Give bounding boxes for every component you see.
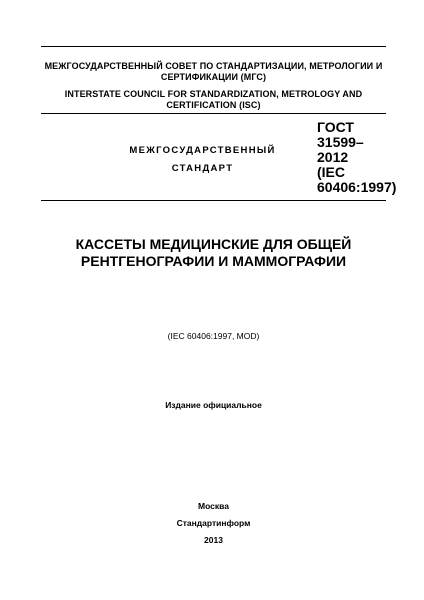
edition-note: Издание официальное	[165, 400, 262, 410]
standard-label-line2: СТАНДАРТ	[171, 163, 234, 174]
reference-standard: (IEC 60406:1997, MOD)	[167, 331, 260, 341]
document-title: КАССЕТЫ МЕДИЦИНСКИЕ ДЛЯ ОБЩЕЙ РЕНТГЕНОГРАФИИ И МАММОГРАФИИ	[75, 236, 352, 269]
standard-designation: ГОСТ 31599– 2012 (IEC 60406:1997)	[317, 119, 397, 195]
imprint-publisher: Стандартинформ	[176, 518, 251, 528]
header-rule	[41, 113, 386, 114]
top-rule	[41, 46, 386, 47]
imprint-city: Москва	[198, 501, 229, 511]
designation-rule	[41, 200, 386, 201]
council-name-english: INTERSTATE COUNCIL FOR STANDARDIZATION, METROLOGY AND CERTIFICATION (ISC)	[64, 89, 363, 110]
council-name-russian: МЕЖГОСУДАРСТВЕННЫЙ СОВЕТ ПО СТАНДАРТИЗАЦИИ, МЕТРОЛОГИИ И СЕРТИФИКАЦИИ (МГС)	[44, 61, 383, 82]
standard-label-line1: МЕЖГОСУДАРСТВЕННЫЙ	[129, 145, 276, 156]
imprint-year: 2013	[204, 535, 223, 545]
